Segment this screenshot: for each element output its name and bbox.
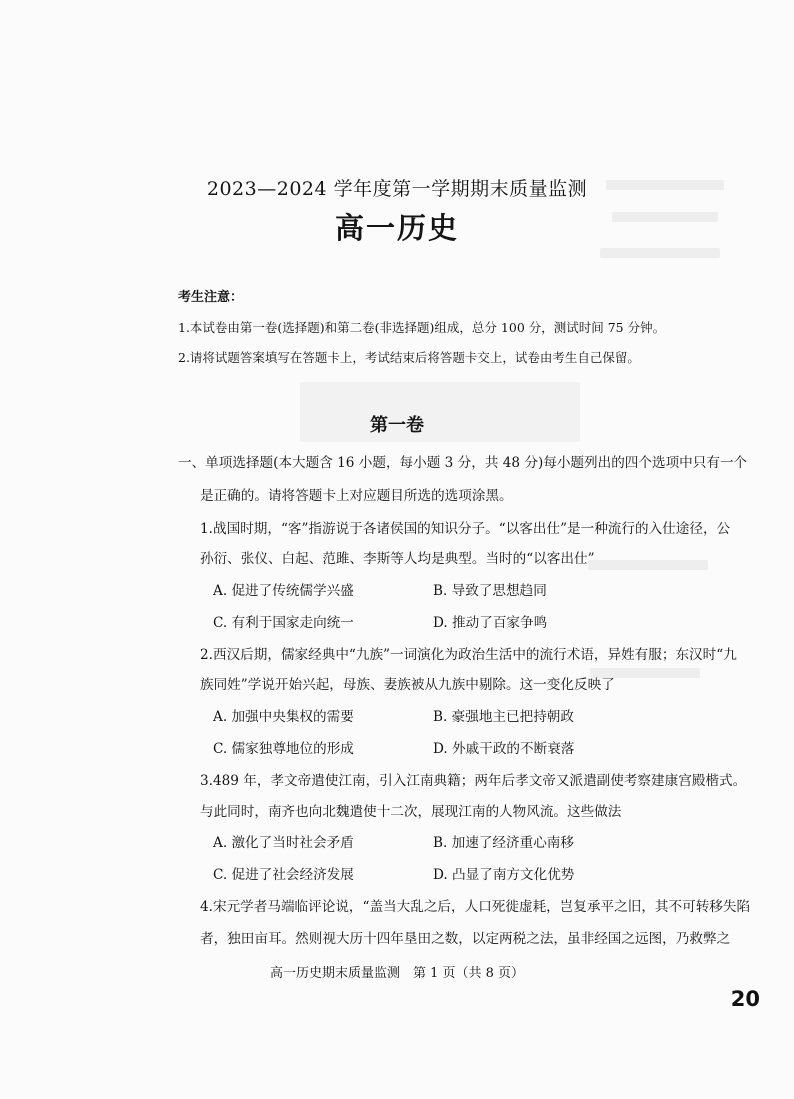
bleed-through-mark (600, 248, 720, 258)
exam-title: 2023—2024 学年度第一学期期末质量监测 (206, 178, 588, 200)
option-d: D. 凸显了南方文化优势 (433, 867, 575, 883)
question-text: 3.489 年，孝文帝遣使江南，引入江南典籍；两年后孝文帝又派遣副使考察建康宫殿楷式。 (200, 773, 747, 789)
option-c: C. 有利于国家走向统一 (213, 615, 354, 631)
notice-item: 2.请将试题答案填写在答题卡上，考试结束后将答题卡交上，试卷由考生自己保留。 (178, 350, 640, 365)
option-a: A. 加强中央集权的需要 (213, 709, 354, 725)
exam-subject: 高一历史 (334, 211, 459, 245)
section-title: 第一卷 (370, 415, 424, 436)
section-instruction: 一、单项选择题(本大题含 16 小题，每小题 3 分，共 48 分)每小题列出的四个选项中只有一个 (178, 455, 748, 471)
question-text: 者，独田亩耳。然则视大历十四年垦田之数，以定两税之法，虽非经国之远图，乃救弊之 (200, 931, 731, 947)
notice-heading: 考生注意： (178, 290, 244, 305)
question-text: 孙衍、张仪、白起、范雎、李斯等人均是典型。当时的“以客出仕” (200, 551, 595, 567)
option-a: A. 激化了当时社会矛盾 (213, 835, 354, 851)
question-text: 与此同时，南齐也向北魏遣使十二次，展现江南的人物风流。这些做法 (200, 804, 622, 820)
option-d: D. 外戚干政的不断衰落 (433, 741, 575, 757)
section-instruction: 是正确的。请将答题卡上对应题目所选的选项涂黑。 (200, 488, 513, 504)
option-a: A. 促进了传统儒学兴盛 (213, 583, 354, 599)
question-text: 2.西汉后期，儒家经典中“九族”一词演化为政治生活中的流行术语，异姓有服；东汉时“九 (200, 647, 737, 663)
option-b: B. 导致了思想趋同 (433, 583, 547, 599)
option-b: B. 豪强地主已把持朝政 (433, 709, 574, 725)
option-c: C. 儒家独尊地位的形成 (213, 741, 354, 757)
question-text: 4.宋元学者马端临评论说，“盖当大乱之后，人口死徙虚耗，岂复承平之旧，其不可转移失陷 (200, 899, 751, 915)
page-number: 20 (730, 987, 760, 1011)
option-d: D. 推动了百家争鸣 (433, 615, 548, 631)
notice-item: 1.本试卷由第一卷(选择题)和第二卷(非选择题)组成，总分 100 分，测试时间 75 分钟。 (178, 320, 666, 335)
page-footer: 高一历史期末质量监测 第 1 页（共 8 页） (269, 966, 525, 981)
question-text: 1.战国时期，“客”指游说于各诸侯国的知识分子。“以客出仕”是一种流行的入仕途径，公 (200, 521, 731, 537)
option-b: B. 加速了经济重心南移 (433, 835, 574, 851)
question-text: 族同姓”学说开始兴起，母族、妻族被从九族中剔除。这一变化反映了 (200, 677, 615, 693)
option-c: C. 促进了社会经济发展 (213, 867, 354, 883)
bleed-through-mark (588, 560, 708, 570)
